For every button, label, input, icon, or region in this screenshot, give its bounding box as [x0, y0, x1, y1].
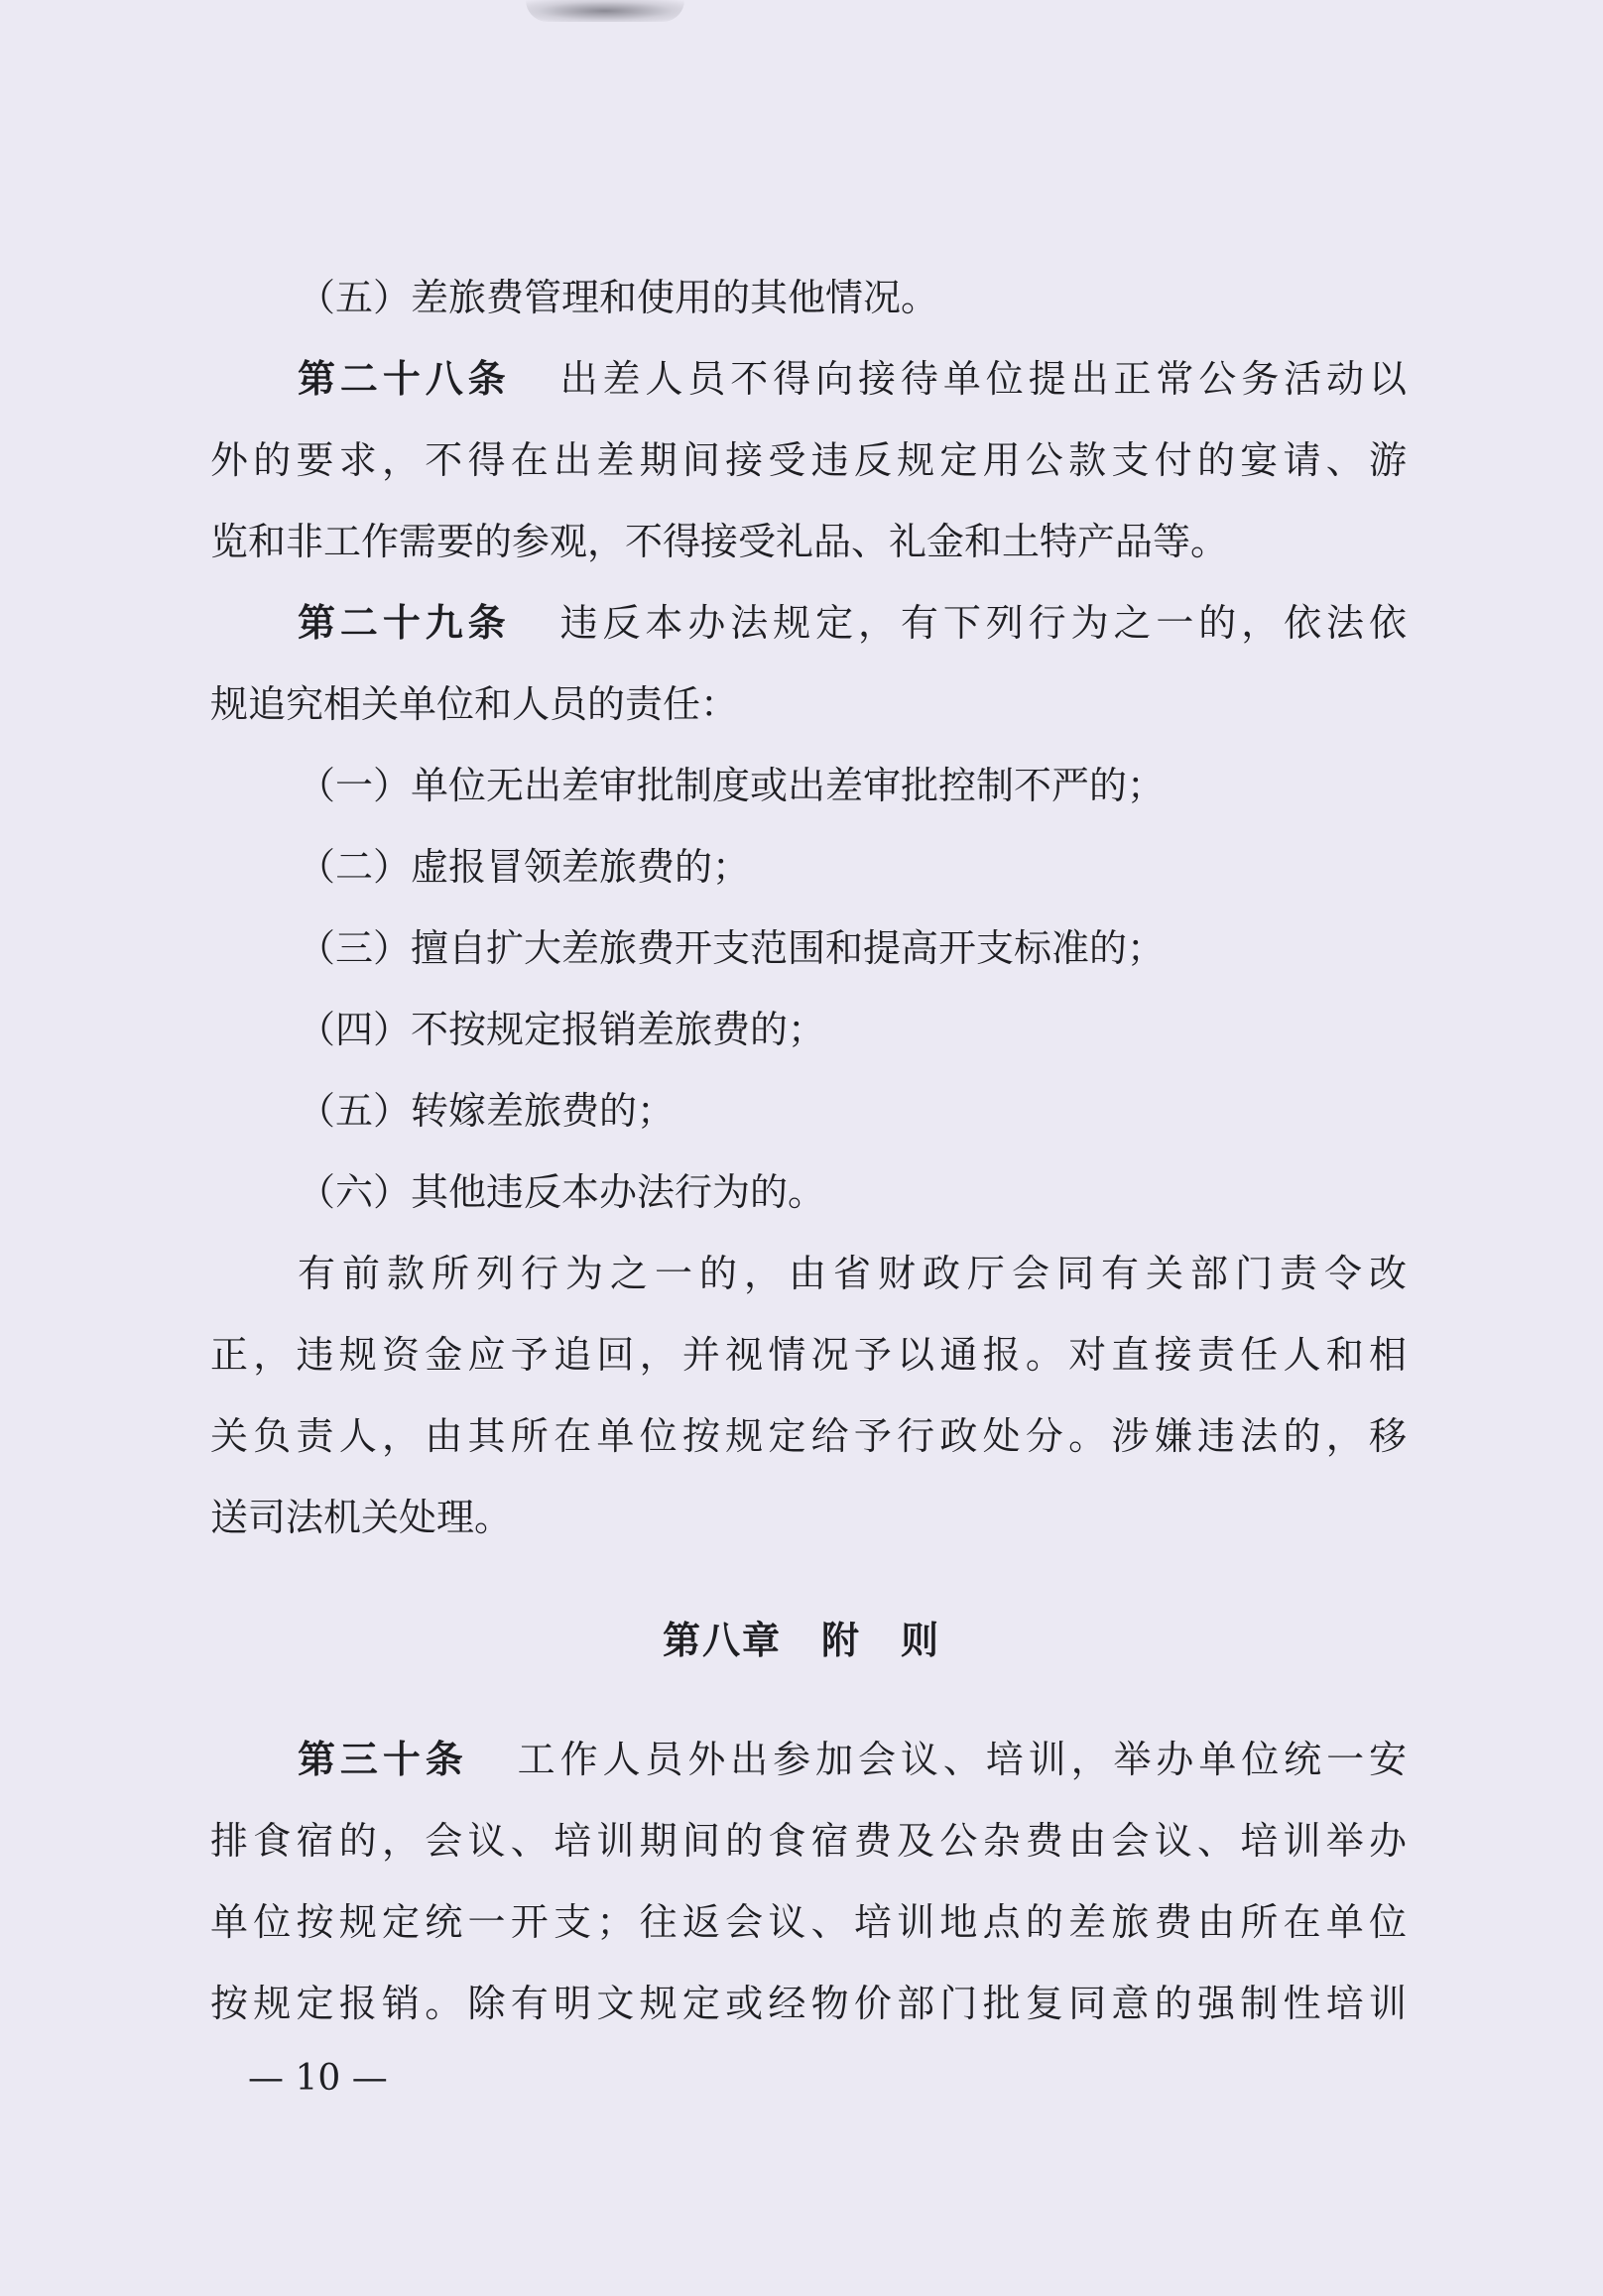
article-30-line: 排食宿的，会议、培训期间的食宿费及公杂费由会议、培训举办: [210, 1819, 1407, 1863]
item-line: （五）差旅费管理和使用的其他情况。: [298, 276, 939, 319]
paragraph-line: 关负责人，由其所在单位按规定给予行政处分。涉嫌违法的，移: [210, 1414, 1407, 1458]
page-number: — 10 —: [248, 2058, 388, 2099]
article-heading: 第三十条: [298, 1738, 468, 1781]
item-line: （三）擅自扩大差旅费开支范围和提高开支标准的；: [298, 926, 1166, 970]
article-heading: 第二十九条: [298, 601, 511, 645]
article-30-line: 单位按规定统一开支；往返会议、培训地点的差旅费由所在单位: [210, 1900, 1407, 1944]
article-28-line: 览和非工作需要的参观，不得接受礼品、礼金和土特产品等。: [210, 520, 1229, 563]
paragraph-line: 有前款所列行为之一的，由省财政厅会同有关部门责令改: [298, 1252, 1407, 1295]
article-28-line: 第二十八条 出差人员不得向接待单位提出正常公务活动以: [298, 357, 1407, 401]
item-line: （六）其他违反本办法行为的。: [298, 1170, 826, 1214]
item-line: （一）单位无出差审批制度或出差审批控制不严的；: [298, 764, 1166, 807]
item-line: （五）转嫁差旅费的；: [298, 1089, 676, 1133]
article-28-line: 外的要求，不得在出差期间接受违反规定用公款支付的宴请、游: [210, 438, 1407, 482]
article-29-line: 规追究相关单位和人员的责任：: [210, 682, 739, 726]
item-line: （二）虚报冒领差旅费的；: [298, 845, 751, 889]
article-29-line: 第二十九条 违反本办法规定，有下列行为之一的，依法依: [298, 601, 1407, 645]
paragraph-line: 正，违规资金应予追回，并视情况予以通报。对直接责任人和相: [210, 1333, 1407, 1377]
paragraph-line: 送司法机关处理。: [210, 1496, 513, 1539]
article-heading: 第二十八条: [298, 357, 511, 401]
chapter-heading: 第八章 附 则: [662, 1619, 940, 1662]
article-30-line: 第三十条 工作人员外出参加会议、培训，举办单位统一安: [298, 1738, 1407, 1781]
item-line: （四）不按规定报销差旅费的；: [298, 1008, 826, 1051]
article-30-line: 按规定报销。除有明文规定或经物价部门批复同意的强制性培训: [210, 1982, 1407, 2025]
